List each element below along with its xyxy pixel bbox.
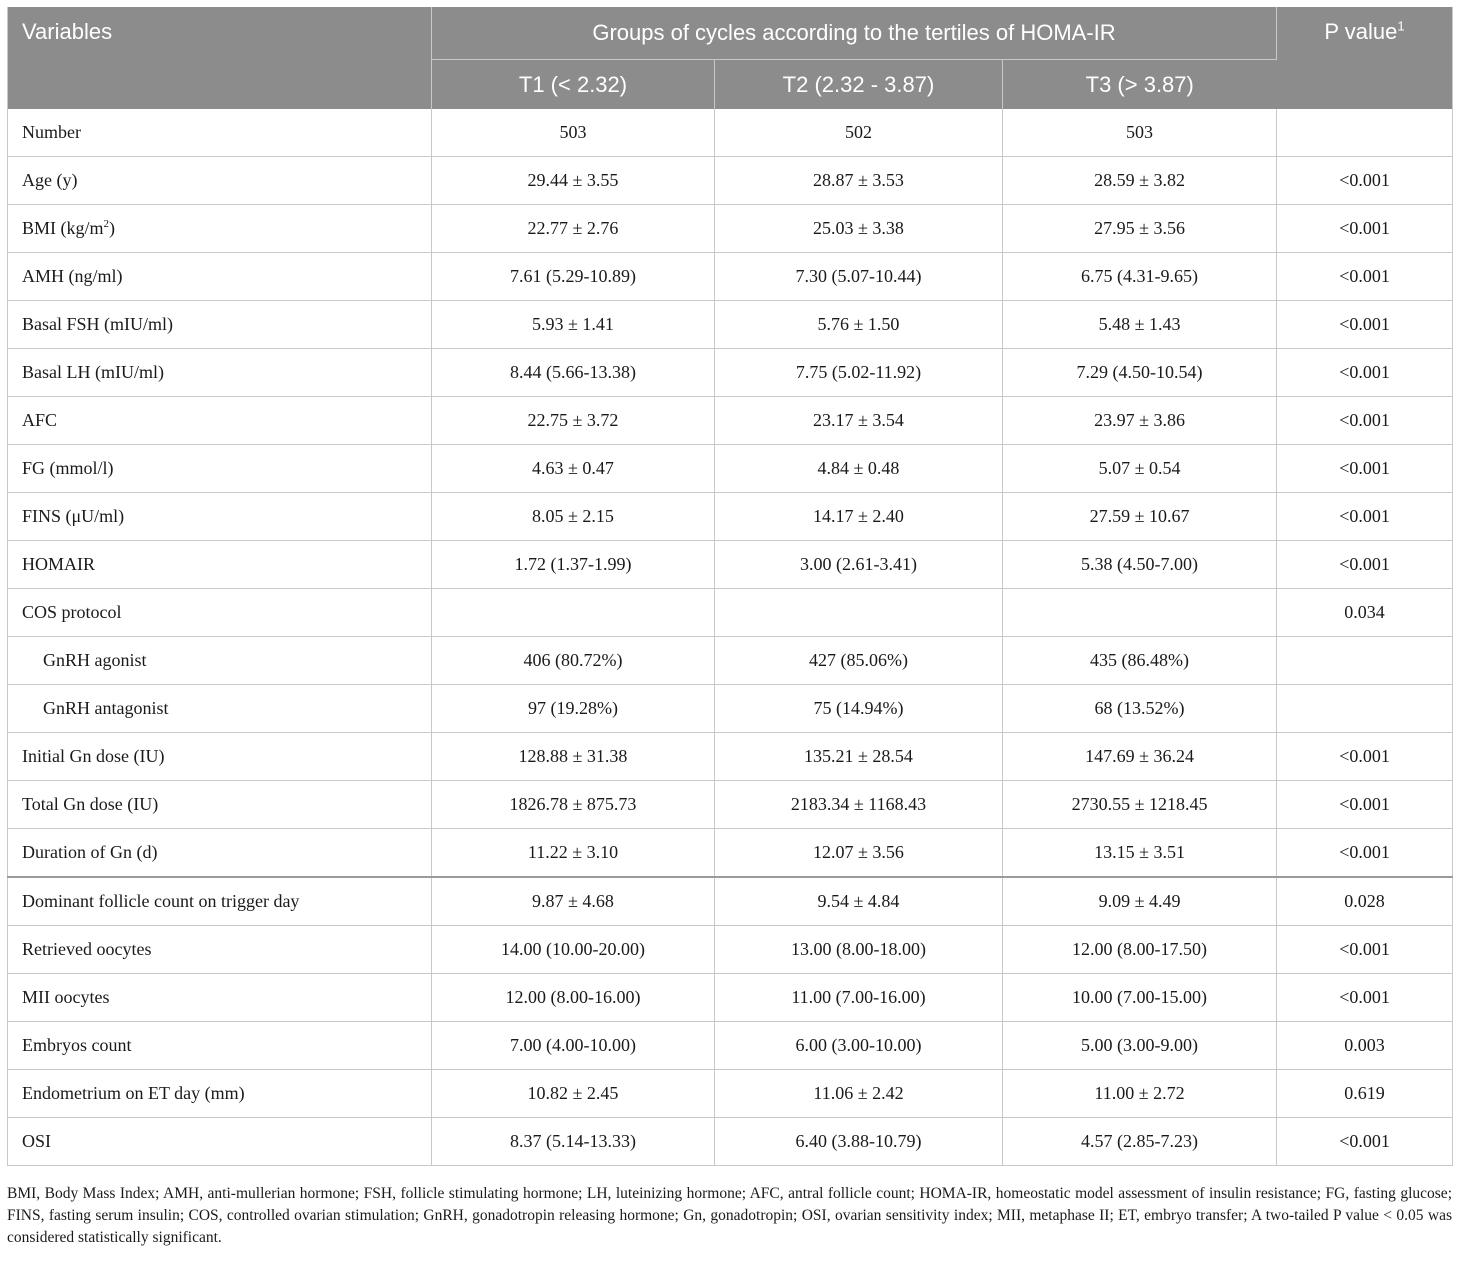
cell-t1: 406 (80.72%)	[432, 637, 715, 685]
cell-t2: 12.07 ± 3.56	[715, 829, 1003, 878]
table-body	[8, 109, 1453, 1166]
cell-t3: 7.29 (4.50-10.54)	[1003, 349, 1277, 397]
cell-t3: 27.59 ± 10.67	[1003, 493, 1277, 541]
cell-t2: 502	[715, 109, 1003, 157]
variable-label: COS protocol	[22, 602, 122, 622]
cell-t2: 25.03 ± 3.38	[715, 205, 1003, 253]
cell-variable	[8, 109, 432, 157]
table-row	[8, 733, 1453, 781]
table-footnote: BMI, Body Mass Index; AMH, anti-mullerian hormone; FSH, follicle stimulating hormone; LH, luteinizing hormone; AFC, antral follicle count; HOMA-IR, homeostatic model assessment of insulin resistance; FG, fasting glucose; FINS, fasting serum insulin; COS, controlled ovarian stimulation; GnRH, gonadotropin releasing hormone; Gn, gonadotropin; OSI, ovarian sensitivity index; MII, metaphase II; ET, embryo transfer; A two-tailed P value < 0.05 was considered statistically significant.	[7, 1185, 1452, 1246]
table-row	[8, 541, 1453, 589]
table-row	[8, 349, 1453, 397]
cell-t2: 427 (85.06%)	[715, 637, 1003, 685]
cell-variable	[8, 349, 432, 397]
table-row	[8, 637, 1453, 685]
cell-variable	[8, 493, 432, 541]
cell-t1: 1.72 (1.37-1.99)	[432, 541, 715, 589]
cell-p-value: <0.001	[1277, 829, 1453, 878]
cell-p-value: <0.001	[1277, 493, 1453, 541]
cell-t2: 7.75 (5.02-11.92)	[715, 349, 1003, 397]
cell-t3: 5.48 ± 1.43	[1003, 301, 1277, 349]
variable-label: BMI (kg/m	[22, 218, 104, 238]
cell-t2: 9.54 ± 4.84	[715, 877, 1003, 926]
table-row	[8, 974, 1453, 1022]
cell-t3: 12.00 (8.00-17.50)	[1003, 926, 1277, 974]
table-row	[8, 1022, 1453, 1070]
cell-t3	[1003, 589, 1277, 637]
cell-t1: 97 (19.28%)	[432, 685, 715, 733]
cell-t2: 6.40 (3.88-10.79)	[715, 1118, 1003, 1166]
table-row	[8, 301, 1453, 349]
cell-p-value: <0.001	[1277, 541, 1453, 589]
cell-t1: 7.00 (4.00-10.00)	[432, 1022, 715, 1070]
cell-variable	[8, 733, 432, 781]
table-row	[8, 205, 1453, 253]
table-row	[8, 445, 1453, 493]
cell-p-value: 0.034	[1277, 589, 1453, 637]
variable-label: Basal FSH (mIU/ml)	[22, 314, 173, 334]
cell-t1: 128.88 ± 31.38	[432, 733, 715, 781]
cell-p-value: <0.001	[1277, 349, 1453, 397]
cell-t1: 8.37 (5.14-13.33)	[432, 1118, 715, 1166]
cell-variable	[8, 253, 432, 301]
cell-t1: 4.63 ± 0.47	[432, 445, 715, 493]
cell-variable	[8, 974, 432, 1022]
variable-label: Age (y)	[22, 170, 78, 190]
cell-t1: 8.05 ± 2.15	[432, 493, 715, 541]
cell-t1: 14.00 (10.00-20.00)	[432, 926, 715, 974]
cell-variable	[8, 1022, 432, 1070]
cell-p-value: <0.001	[1277, 397, 1453, 445]
cell-t3: 13.15 ± 3.51	[1003, 829, 1277, 878]
header-p-value-sup: 1	[1397, 18, 1405, 34]
cell-t1: 1826.78 ± 875.73	[432, 781, 715, 829]
cell-p-value: <0.001	[1277, 445, 1453, 493]
cell-t2: 14.17 ± 2.40	[715, 493, 1003, 541]
cell-variable	[8, 926, 432, 974]
variable-label: GnRH agonist	[43, 650, 147, 670]
cell-variable	[8, 685, 432, 733]
header-p-value-label: P value	[1324, 19, 1398, 44]
cell-p-value	[1277, 109, 1453, 157]
table-row	[8, 109, 1453, 157]
cell-variable	[8, 1118, 432, 1166]
table-row	[8, 1118, 1453, 1166]
variable-label: MII oocytes	[22, 987, 110, 1007]
cell-t3: 435 (86.48%)	[1003, 637, 1277, 685]
cell-p-value: 0.003	[1277, 1022, 1453, 1070]
cell-variable	[8, 781, 432, 829]
cell-t3: 10.00 (7.00-15.00)	[1003, 974, 1277, 1022]
variable-label: Embryos count	[22, 1035, 132, 1055]
cell-t3: 23.97 ± 3.86	[1003, 397, 1277, 445]
cell-p-value: <0.001	[1277, 205, 1453, 253]
cell-t1: 12.00 (8.00-16.00)	[432, 974, 715, 1022]
cell-t1: 10.82 ± 2.45	[432, 1070, 715, 1118]
cell-t2: 13.00 (8.00-18.00)	[715, 926, 1003, 974]
cell-t3: 6.75 (4.31-9.65)	[1003, 253, 1277, 301]
cell-t2: 6.00 (3.00-10.00)	[715, 1022, 1003, 1070]
variable-label: AFC	[22, 410, 58, 430]
cell-variable	[8, 829, 432, 878]
cell-t3: 5.00 (3.00-9.00)	[1003, 1022, 1277, 1070]
cell-p-value: <0.001	[1277, 733, 1453, 781]
cell-t2: 75 (14.94%)	[715, 685, 1003, 733]
header-group-title: Groups of cycles according to the tertiles of HOMA-IR	[432, 7, 1277, 60]
cell-p-value: <0.001	[1277, 926, 1453, 974]
data-table-container	[7, 7, 1452, 1166]
cell-t1: 5.93 ± 1.41	[432, 301, 715, 349]
cell-t2: 3.00 (2.61-3.41)	[715, 541, 1003, 589]
cell-p-value: <0.001	[1277, 1118, 1453, 1166]
cell-t2: 23.17 ± 3.54	[715, 397, 1003, 445]
variable-label: Dominant follicle count on trigger day	[22, 891, 300, 911]
variable-superscript: 2	[103, 218, 110, 230]
table-row	[8, 493, 1453, 541]
cell-variable	[8, 1070, 432, 1118]
cell-t1: 22.77 ± 2.76	[432, 205, 715, 253]
cell-variable	[8, 397, 432, 445]
variable-label: Retrieved oocytes	[22, 939, 152, 959]
variable-label: Duration of Gn (d)	[22, 842, 158, 862]
table-row	[8, 397, 1453, 445]
cell-p-value: <0.001	[1277, 157, 1453, 205]
cell-p-value	[1277, 685, 1453, 733]
cell-variable	[8, 205, 432, 253]
cell-t1: 11.22 ± 3.10	[432, 829, 715, 878]
cell-variable	[8, 541, 432, 589]
cell-t3: 27.95 ± 3.56	[1003, 205, 1277, 253]
header-t1: T1 (< 2.32)	[432, 60, 715, 110]
cell-t1: 7.61 (5.29-10.89)	[432, 253, 715, 301]
cell-p-value: <0.001	[1277, 253, 1453, 301]
cell-t3: 9.09 ± 4.49	[1003, 877, 1277, 926]
cell-t3: 68 (13.52%)	[1003, 685, 1277, 733]
homa-ir-tertiles-table	[7, 7, 1453, 1166]
cell-t2: 11.06 ± 2.42	[715, 1070, 1003, 1118]
variable-label-tail: )	[109, 218, 116, 238]
table-row	[8, 829, 1453, 878]
cell-t1: 503	[432, 109, 715, 157]
cell-p-value	[1277, 637, 1453, 685]
cell-t3: 11.00 ± 2.72	[1003, 1070, 1277, 1118]
header-variables: Variables	[8, 7, 432, 109]
variable-label: Number	[22, 122, 81, 142]
cell-variable	[8, 445, 432, 493]
variable-label: HOMAIR	[22, 554, 96, 574]
variable-label: OSI	[22, 1131, 52, 1151]
table-row	[8, 877, 1453, 926]
cell-t1: 9.87 ± 4.68	[432, 877, 715, 926]
cell-t2: 7.30 (5.07-10.44)	[715, 253, 1003, 301]
variable-label: GnRH antagonist	[43, 698, 169, 718]
cell-p-value: <0.001	[1277, 974, 1453, 1022]
cell-variable	[8, 157, 432, 205]
cell-t3: 5.07 ± 0.54	[1003, 445, 1277, 493]
table-row	[8, 157, 1453, 205]
cell-t3: 2730.55 ± 1218.45	[1003, 781, 1277, 829]
cell-p-value: 0.619	[1277, 1070, 1453, 1118]
header-p-value	[1277, 7, 1453, 109]
cell-t2	[715, 589, 1003, 637]
cell-p-value: <0.001	[1277, 781, 1453, 829]
cell-t2: 5.76 ± 1.50	[715, 301, 1003, 349]
variable-label: Total Gn dose (IU)	[22, 794, 159, 814]
table-row	[8, 685, 1453, 733]
table-header	[8, 7, 1453, 109]
table-row	[8, 1070, 1453, 1118]
cell-t3: 147.69 ± 36.24	[1003, 733, 1277, 781]
variable-label: Basal LH (mIU/ml)	[22, 362, 164, 382]
cell-t2: 135.21 ± 28.54	[715, 733, 1003, 781]
cell-t1	[432, 589, 715, 637]
cell-t1: 29.44 ± 3.55	[432, 157, 715, 205]
table-row	[8, 589, 1453, 637]
variable-label: Endometrium on ET day (mm)	[22, 1083, 245, 1103]
cell-t3: 4.57 (2.85-7.23)	[1003, 1118, 1277, 1166]
header-t2: T2 (2.32 - 3.87)	[715, 60, 1003, 110]
cell-t1: 8.44 (5.66-13.38)	[432, 349, 715, 397]
cell-t3: 5.38 (4.50-7.00)	[1003, 541, 1277, 589]
cell-t2: 4.84 ± 0.48	[715, 445, 1003, 493]
table-row	[8, 926, 1453, 974]
variable-label: FG (mmol/l)	[22, 458, 114, 478]
cell-variable	[8, 877, 432, 926]
table-row	[8, 253, 1453, 301]
cell-t2: 2183.34 ± 1168.43	[715, 781, 1003, 829]
cell-p-value: <0.001	[1277, 301, 1453, 349]
variable-label: Initial Gn dose (IU)	[22, 746, 165, 766]
header-t3: T3 (> 3.87)	[1003, 60, 1277, 110]
cell-t2: 11.00 (7.00-16.00)	[715, 974, 1003, 1022]
cell-t3: 503	[1003, 109, 1277, 157]
cell-t1: 22.75 ± 3.72	[432, 397, 715, 445]
cell-t2: 28.87 ± 3.53	[715, 157, 1003, 205]
cell-variable	[8, 637, 432, 685]
variable-label: FINS (μU/ml)	[22, 506, 125, 526]
cell-t3: 28.59 ± 3.82	[1003, 157, 1277, 205]
cell-variable	[8, 589, 432, 637]
table-row	[8, 781, 1453, 829]
cell-variable	[8, 301, 432, 349]
cell-p-value: 0.028	[1277, 877, 1453, 926]
variable-label: AMH (ng/ml)	[22, 266, 123, 286]
